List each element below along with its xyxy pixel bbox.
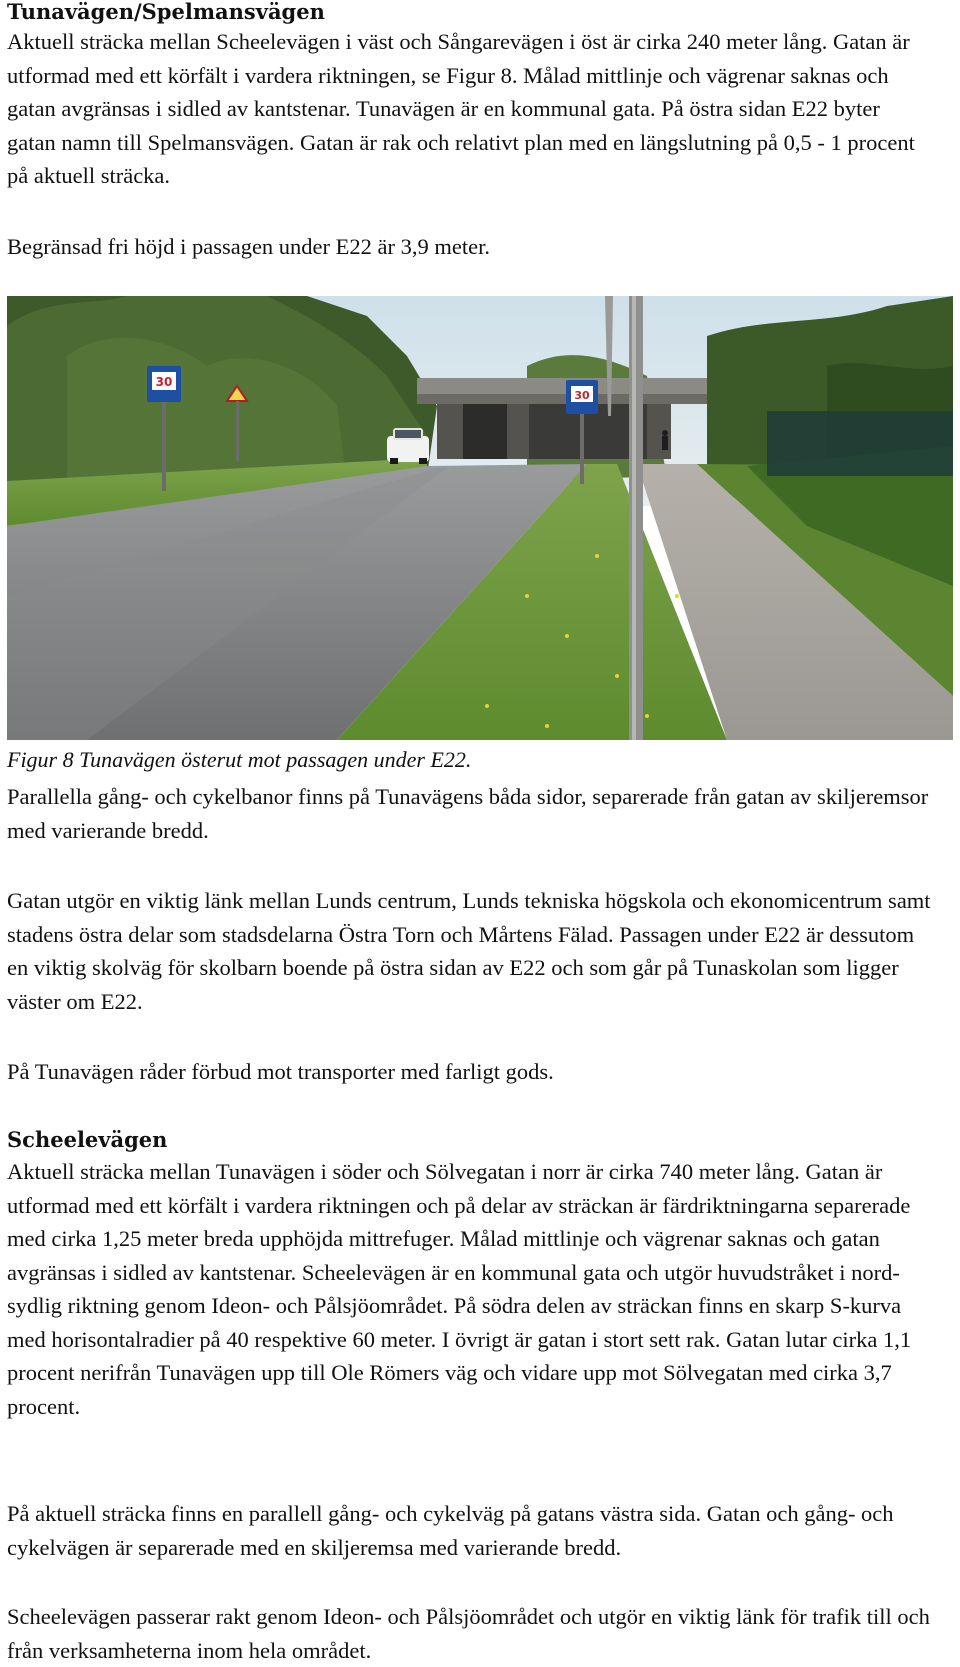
paragraph-tunavagen-description: Aktuell sträcka mellan Scheelevägen i väst och Sångarevägen i öst är cirka 240 meter lång. Gatan är utformad med ett körfält i vardera riktningen, se Figur 8. Målad mittlinje och vägrenar saknas och gatan avgränsas i sidled av kantstenar. Tunavägen är en kommunal gata. På östra sidan E22 byter gatan namn till Spelmansvägen. Gatan är rak och relativt plan med en längslutning på 0,5 - 1 procent på aktuell sträcka. [7, 29, 915, 188]
paragraph-scheelevagen-path: På aktuell sträcka finns en parallell gång- och cykelväg på gatans västra sida. Gatan och gång- och cykelvägen är separerade med en skiljeremsa med varierande bredd. [7, 1501, 894, 1560]
paragraph-clearance-height: Begränsad fri höjd i passagen under E22 är 3,9 meter. [7, 234, 490, 259]
paragraph-scheelevagen-description: Aktuell sträcka mellan Tunavägen i söder och Sölvegatan i norr är cirka 740 meter lång. Gatan är utformad med ett körfält i vardera riktningen och på delar av sträckan är färdriktningarna separerade med cirka 1,25 meter breda upphöjda mittrefuger. Målad mittlinje och vägrenar saknas och gatan avgränsas i sidled av kantstenar. Scheelevägen är en kommunal gata och utgör huvudstråket i nord-sydlig riktning genom Ideon- och Pålsjöområdet. På södra delen av sträckan finns en skarp S-kurva med horisontalradier på 40 respektive 60 meter. I övrigt är gatan i stort sett rak. Gatan lutar cirka 1,1 procent nerifrån Tunavägen upp till Ole Römers väg och vidare upp mot Sölvegatan med cirka 3,7 procent. [7, 1159, 912, 1419]
speed-sign-left-text: 30 [155, 375, 173, 389]
speed-sign-right-text: 30 [574, 389, 590, 402]
section-heading-scheelevagen: Scheelevägen [7, 1127, 168, 1152]
paragraph-important-link: Gatan utgör en viktig länk mellan Lunds centrum, Lunds tekniska högskola och ekonomicentrum samt stadens östra delar som stadsdelarna Östra Torn och Mårtens Fälad. Passagen under E22 är dessutom en viktig skolväg för skolbarn boende på östra sidan av E22 och som går på Tunaskolan som ligger väster om E22. [7, 888, 931, 1014]
section-heading-tunavagen: Tunavägen/Spelmansvägen [7, 0, 325, 24]
paragraph-dangerous-goods: På Tunavägen råder förbud mot transporter med farligt gods. [7, 1059, 554, 1084]
figure-caption: Figur 8 Tunavägen österut mot passagen under E22. [7, 747, 472, 772]
figure-photo-tunavagen [7, 296, 953, 740]
car [387, 428, 429, 464]
paragraph-scheelevagen-link: Scheelevägen passerar rakt genom Ideon- och Pålsjöområdet och utgör en viktig länk för trafik till och från verksamheterna inom hela området. [7, 1604, 930, 1663]
paragraph-parallel-paths: Parallella gång- och cykelbanor finns på Tunavägens båda sidor, separerade från gatan av skiljeremsor med varierande bredd. [7, 784, 929, 843]
